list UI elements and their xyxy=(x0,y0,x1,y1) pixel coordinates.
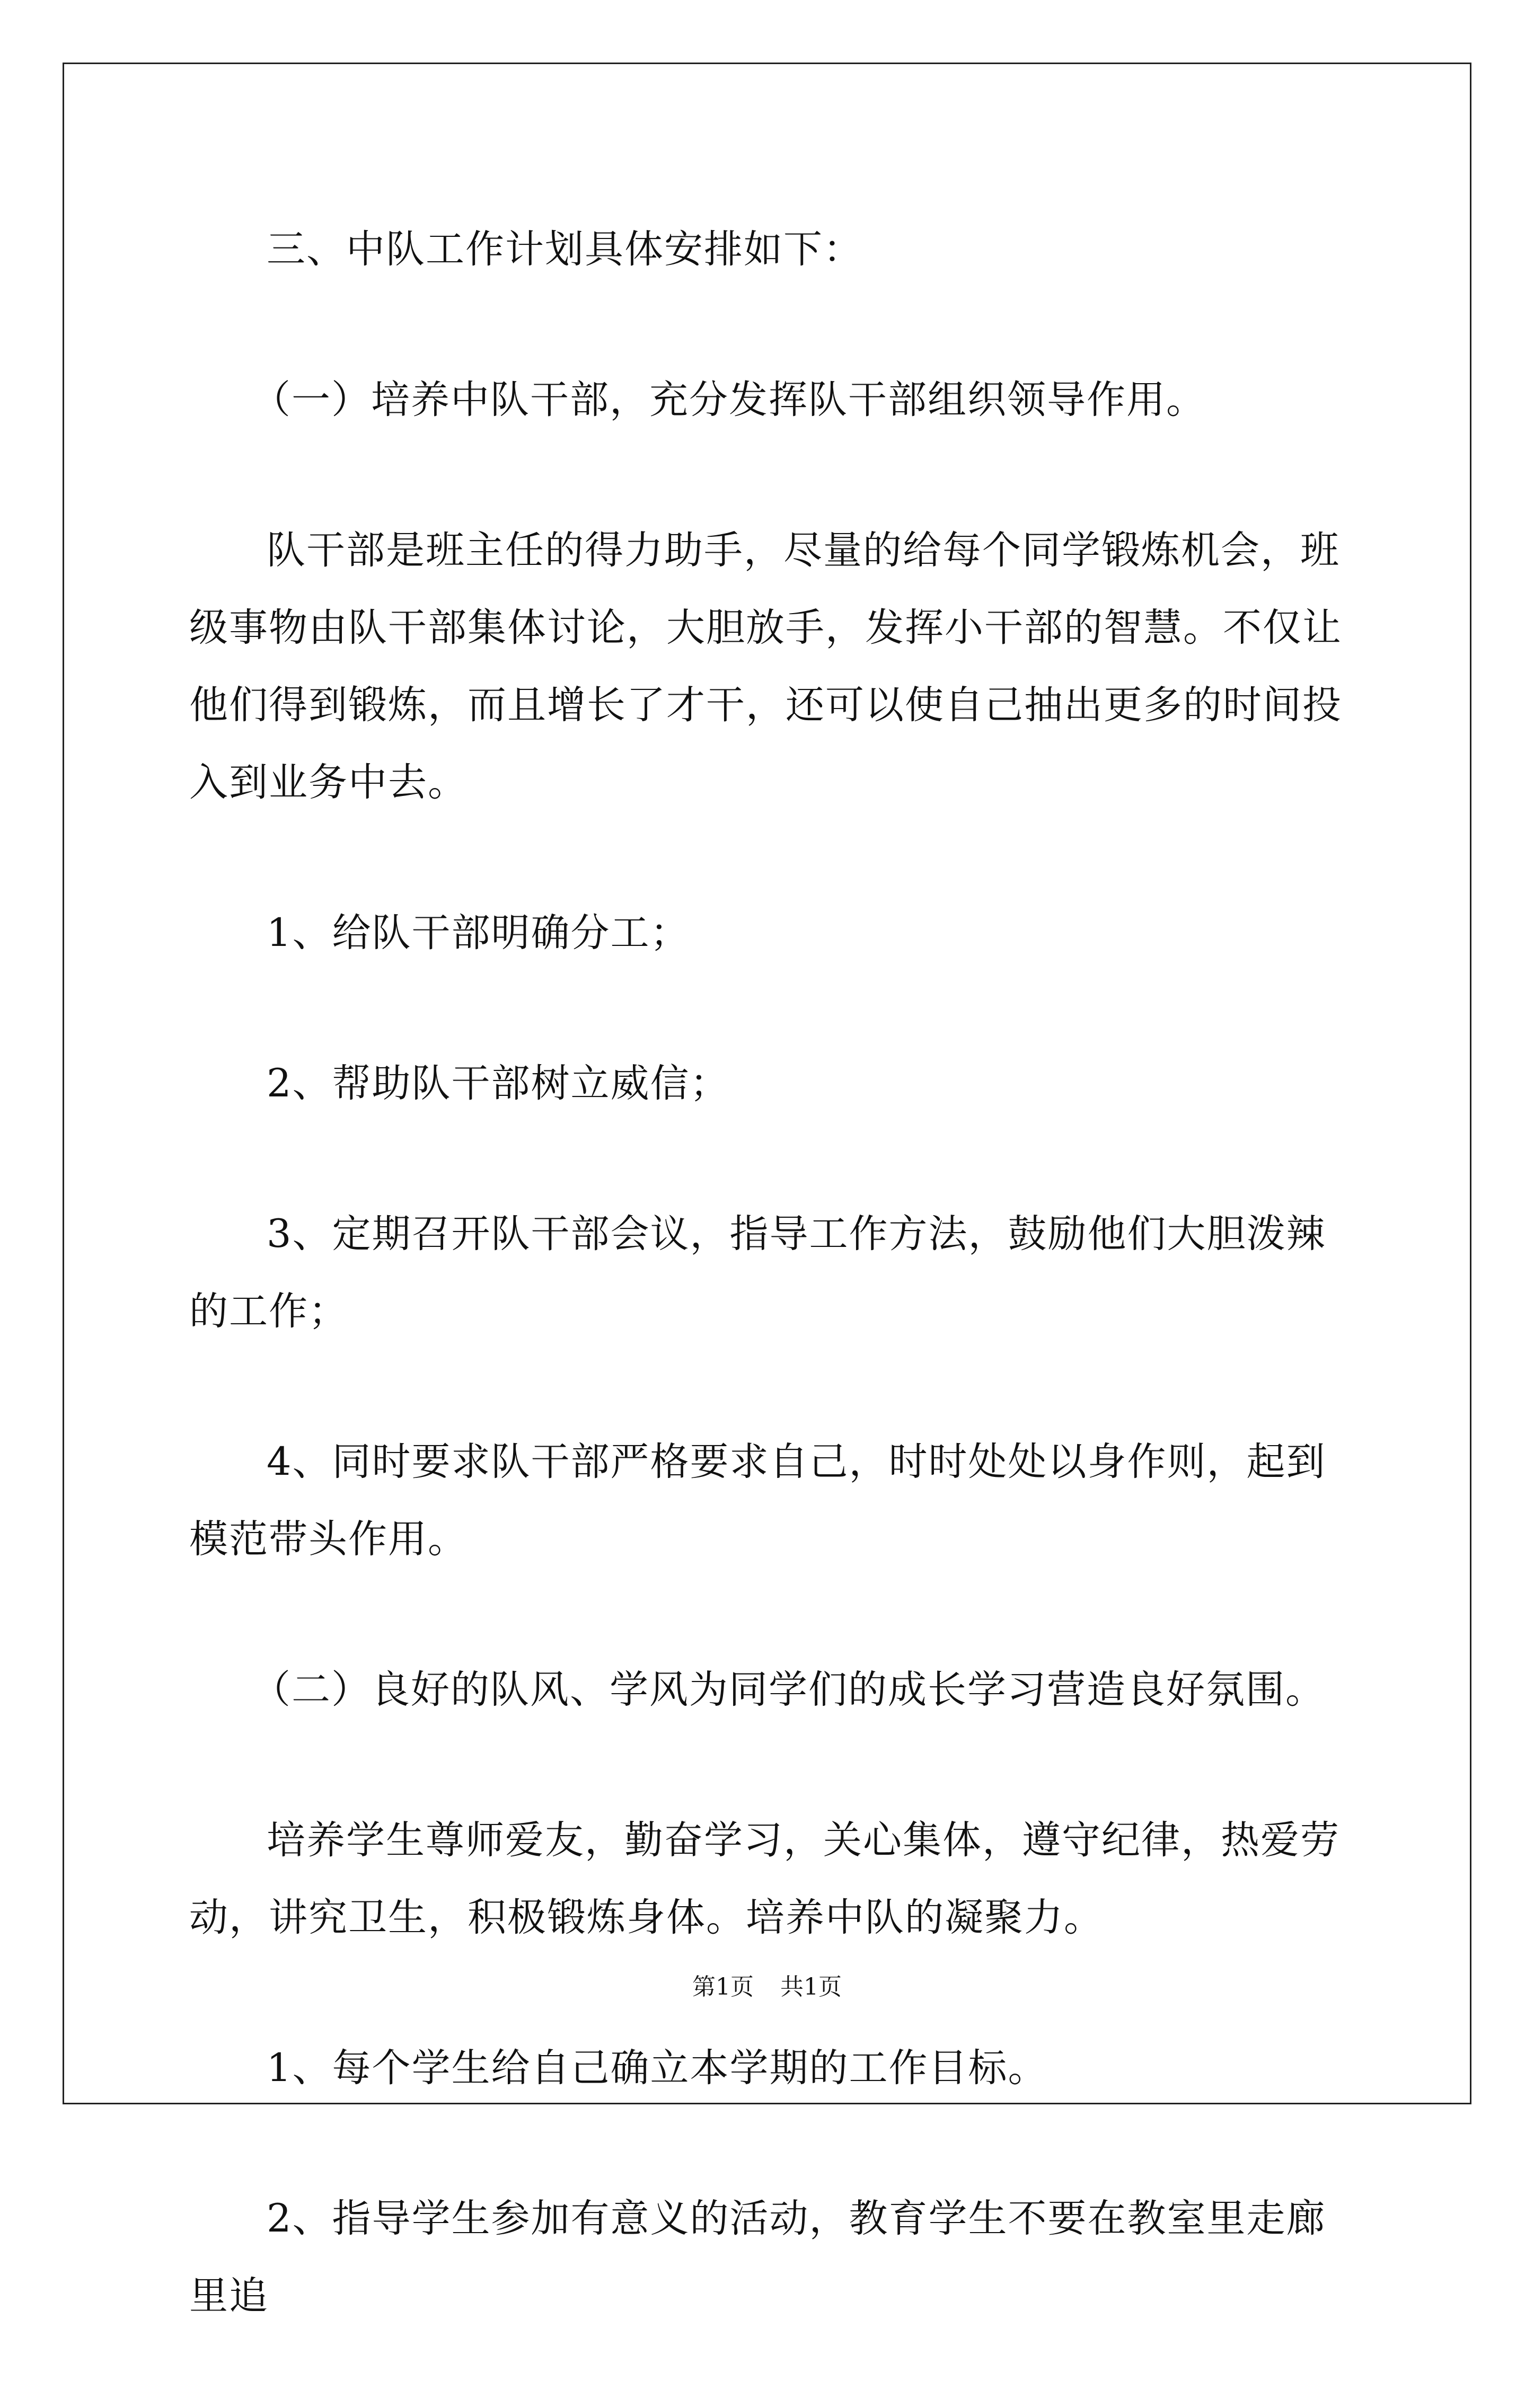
page-total: 共1页 xyxy=(780,1973,842,2000)
list-item: 4、同时要求队干部严格要求自己，时时处处以身作则，起到模范带头作用。 xyxy=(189,1439,1326,1562)
document-body xyxy=(189,211,1351,2408)
subsection-heading: （一）培养中队干部，充分发挥队干部组织领导作用。 xyxy=(252,377,1206,422)
body-paragraph: 培养学生尊师爱友，勤奋学习，关心集体，遵守纪律，热爱劳动，讲究卫生，积极锻炼身体。培养中队的凝聚力。 xyxy=(189,1818,1340,1940)
list-item: 1、给队干部明确分工； xyxy=(267,910,690,955)
list-item: 3、定期召开队干部会议，指导工作方法，鼓励他们大胆泼辣的工作； xyxy=(189,1211,1326,1334)
section-heading: 三、中队工作计划具体安排如下： xyxy=(267,227,863,272)
body-paragraph: 队干部是班主任的得力助手，尽量的给每个同学锻炼机会，班级事物由队干部集体讨论，大胆放手，发挥小干部的智慧。不仅让他们得到锻炼，而且增长了才干，还可以使自己抽出更多的时间投入到业务中去。 xyxy=(189,528,1342,805)
list-item: 1、每个学生给自己确立本学期的工作目标。 xyxy=(267,2046,1048,2091)
page-number: 第1页 xyxy=(692,1973,754,2000)
list-item: 2、帮助队干部树立威信； xyxy=(267,1061,730,1106)
page-footer xyxy=(0,1971,1534,2003)
subsection-heading: （二）良好的队风、学风为同学们的成长学习营造良好氛围。 xyxy=(252,1667,1325,1712)
list-item: 2、指导学生参加有意义的活动，教育学生不要在教室里走廊里追 xyxy=(189,2196,1326,2318)
